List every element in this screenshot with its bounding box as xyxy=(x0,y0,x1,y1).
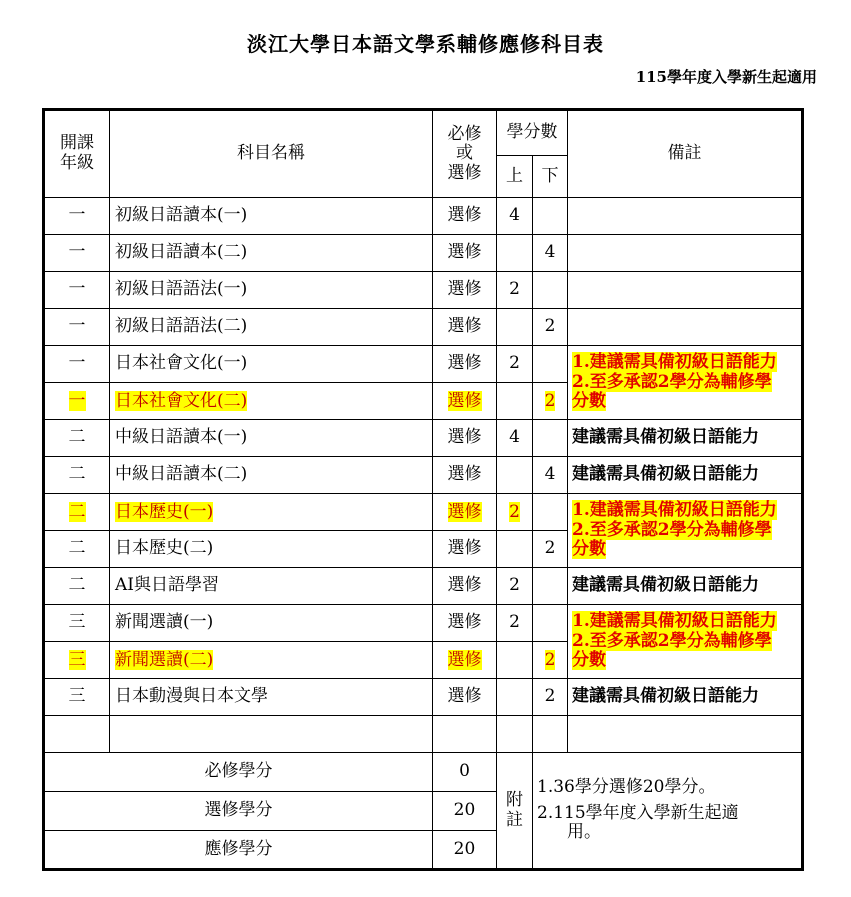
row-credit-upper xyxy=(497,494,533,531)
row-credit-upper xyxy=(497,383,533,420)
header-credits: 學分數 xyxy=(497,110,568,156)
fuzhu-line-1: 附 xyxy=(506,789,523,810)
row-credit-lower: 2 xyxy=(533,679,568,716)
row-year xyxy=(44,494,110,531)
row-course-name: 中級日語讀本(二) xyxy=(110,457,433,494)
row-credit-lower-text: 2 xyxy=(544,390,556,411)
row-course-name: 初級日語語法(二) xyxy=(110,309,433,346)
row-course-name: 初級日語語法(一) xyxy=(110,272,433,309)
header-upper: 上 xyxy=(497,156,533,198)
header-remarks: 備註 xyxy=(568,110,803,198)
row-type xyxy=(433,383,497,420)
row-course-name: 新聞選讀(一) xyxy=(110,605,433,642)
row-year: 二 xyxy=(44,457,110,494)
table-row xyxy=(44,679,803,716)
row-credit-lower xyxy=(533,642,568,679)
row-course-name-text: 新聞選讀(二) xyxy=(115,649,214,670)
summary-required-label: 必修學分 xyxy=(44,753,433,792)
row-year: 三 xyxy=(44,679,110,716)
table-row xyxy=(44,605,803,642)
row-year xyxy=(44,383,110,420)
row-credit-lower xyxy=(533,383,568,420)
remark-line-1: 1.建議需具備初級日語能力 xyxy=(572,352,777,373)
summary-elective-label: 選修學分 xyxy=(44,792,433,831)
course-table xyxy=(42,108,804,871)
row-remark xyxy=(568,198,803,235)
remark-line-1: 1.建議需具備初級日語能力 xyxy=(572,500,777,521)
row-credit-lower: 2 xyxy=(533,309,568,346)
fuzhu-line-2: 註 xyxy=(506,809,523,830)
row-remark xyxy=(568,235,803,272)
row-credit-upper-text: 2 xyxy=(509,501,520,522)
row-type: 選修 xyxy=(433,531,497,568)
summary-fuzhu-notes xyxy=(533,753,803,870)
row-credit-lower xyxy=(533,198,568,235)
row-year: 三 xyxy=(44,605,110,642)
remark-line-3: 分數 xyxy=(572,650,606,671)
row-remark: 建議需具備初級日語能力 xyxy=(568,568,803,605)
summary-total-label: 應修學分 xyxy=(44,831,433,870)
header-course-name: 科目名稱 xyxy=(110,110,433,198)
remark-line-3: 分數 xyxy=(572,391,606,412)
row-type-text: 選修 xyxy=(447,501,482,522)
row-type xyxy=(433,494,497,531)
summary-elective-value: 20 xyxy=(433,792,497,831)
remark-line-2: 2.至多承認2學分為輔修學 xyxy=(572,519,772,540)
row-course-name: 日本歷史(二) xyxy=(110,531,433,568)
row-type: 選修 xyxy=(433,605,497,642)
summary-fuzhu-label xyxy=(497,753,533,870)
row-course-name xyxy=(110,383,433,420)
header-type-line2: 或 xyxy=(456,143,473,164)
table-row xyxy=(44,568,803,605)
row-year-text: 三 xyxy=(68,649,86,670)
row-type: 選修 xyxy=(433,272,497,309)
page-subtitle: 115學年度入學新生起適用 xyxy=(635,68,817,86)
row-credit-lower xyxy=(533,568,568,605)
row-type: 選修 xyxy=(433,309,497,346)
table-row-empty xyxy=(44,716,803,753)
row-credit-upper: 2 xyxy=(497,568,533,605)
row-remark xyxy=(568,272,803,309)
remark-line-1: 1.建議需具備初級日語能力 xyxy=(572,611,777,632)
row-type: 選修 xyxy=(433,568,497,605)
row-type: 選修 xyxy=(433,235,497,272)
fuzhu-note-2: 2.115學年度入學新生起適 xyxy=(537,802,739,823)
table-row xyxy=(44,457,803,494)
row-year: 二 xyxy=(44,531,110,568)
row-credit-lower xyxy=(533,605,568,642)
row-remark xyxy=(568,309,803,346)
fuzhu-note-1: 1.36學分選修20學分。 xyxy=(537,777,716,798)
row-course-name-text: 日本社會文化(二) xyxy=(115,390,248,411)
row-credit-upper xyxy=(497,679,533,716)
row-credit-upper: 4 xyxy=(497,420,533,457)
header-year-line1: 開課 xyxy=(60,133,94,154)
row-course-name: 初級日語讀本(二) xyxy=(110,235,433,272)
row-credit-lower: 4 xyxy=(533,235,568,272)
row-remark-pair xyxy=(568,605,803,679)
row-credit-upper: 4 xyxy=(497,198,533,235)
row-credit-upper xyxy=(497,642,533,679)
row-credit-lower: 4 xyxy=(533,457,568,494)
row-year: 一 xyxy=(44,235,110,272)
table-row xyxy=(44,420,803,457)
row-credit-upper xyxy=(497,235,533,272)
summary-row-required xyxy=(44,753,803,792)
row-year xyxy=(44,642,110,679)
row-credit-upper xyxy=(497,531,533,568)
header-type xyxy=(433,110,497,198)
table-row xyxy=(44,235,803,272)
row-credit-upper: 2 xyxy=(497,346,533,383)
summary-required-value: 0 xyxy=(433,753,497,792)
empty-cell xyxy=(533,716,568,753)
header-lower: 下 xyxy=(533,156,568,198)
empty-cell xyxy=(44,716,110,753)
row-course-name: 初級日語讀本(一) xyxy=(110,198,433,235)
row-year: 一 xyxy=(44,198,110,235)
row-credit-lower xyxy=(533,420,568,457)
row-credit-upper: 2 xyxy=(497,605,533,642)
empty-cell xyxy=(110,716,433,753)
table-row xyxy=(44,272,803,309)
row-credit-lower-text: 2 xyxy=(544,649,556,670)
row-remark: 建議需具備初級日語能力 xyxy=(568,457,803,494)
row-remark-pair xyxy=(568,346,803,420)
table-row xyxy=(44,346,803,383)
row-course-name-text: 日本歷史(一) xyxy=(115,501,214,522)
row-year: 一 xyxy=(44,346,110,383)
header-year-line2: 年級 xyxy=(60,153,94,173)
empty-cell xyxy=(568,716,803,753)
header-type-line3: 選修 xyxy=(447,162,482,183)
row-credit-lower xyxy=(533,494,568,531)
table-row xyxy=(44,309,803,346)
row-type: 選修 xyxy=(433,457,497,494)
row-type xyxy=(433,642,497,679)
row-year-text: 二 xyxy=(68,501,86,522)
header-type-line1: 必修 xyxy=(447,123,482,144)
remark-line-3: 分數 xyxy=(572,539,606,560)
row-credit-upper xyxy=(497,309,533,346)
row-credit-upper xyxy=(497,457,533,494)
row-type: 選修 xyxy=(433,679,497,716)
empty-cell xyxy=(497,716,533,753)
row-course-name: 中級日語讀本(一) xyxy=(110,420,433,457)
row-type-text: 選修 xyxy=(447,649,482,670)
row-credit-lower xyxy=(533,346,568,383)
row-year: 一 xyxy=(44,272,110,309)
row-course-name: AI與日語學習 xyxy=(110,568,433,605)
header-year xyxy=(44,110,110,198)
row-remark: 建議需具備初級日語能力 xyxy=(568,420,803,457)
page-title: 淡江大學日本語文學系輔修應修科目表 xyxy=(247,32,604,56)
empty-cell xyxy=(433,716,497,753)
row-year: 一 xyxy=(44,309,110,346)
row-type: 選修 xyxy=(433,346,497,383)
row-type: 選修 xyxy=(433,198,497,235)
row-course-name: 日本動漫與日本文學 xyxy=(110,679,433,716)
remark-line-2: 2.至多承認2學分為輔修學 xyxy=(572,371,772,392)
header-row xyxy=(44,110,803,156)
remark-line-2: 2.至多承認2學分為輔修學 xyxy=(572,630,772,651)
row-year: 二 xyxy=(44,568,110,605)
summary-total-value: 20 xyxy=(433,831,497,870)
row-course-name xyxy=(110,642,433,679)
row-type-text: 選修 xyxy=(447,390,482,411)
row-remark-pair xyxy=(568,494,803,568)
row-remark: 建議需具備初級日語能力 xyxy=(568,679,803,716)
row-year: 二 xyxy=(44,420,110,457)
row-type: 選修 xyxy=(433,420,497,457)
row-credit-upper: 2 xyxy=(497,272,533,309)
row-credit-lower: 2 xyxy=(533,531,568,568)
row-year-text: 一 xyxy=(68,390,86,411)
row-credit-lower xyxy=(533,272,568,309)
row-course-name xyxy=(110,494,433,531)
table-row-highlighted xyxy=(44,494,803,531)
fuzhu-note-2-cont: 用。 xyxy=(567,822,601,843)
table-row xyxy=(44,198,803,235)
row-course-name: 日本社會文化(一) xyxy=(110,346,433,383)
